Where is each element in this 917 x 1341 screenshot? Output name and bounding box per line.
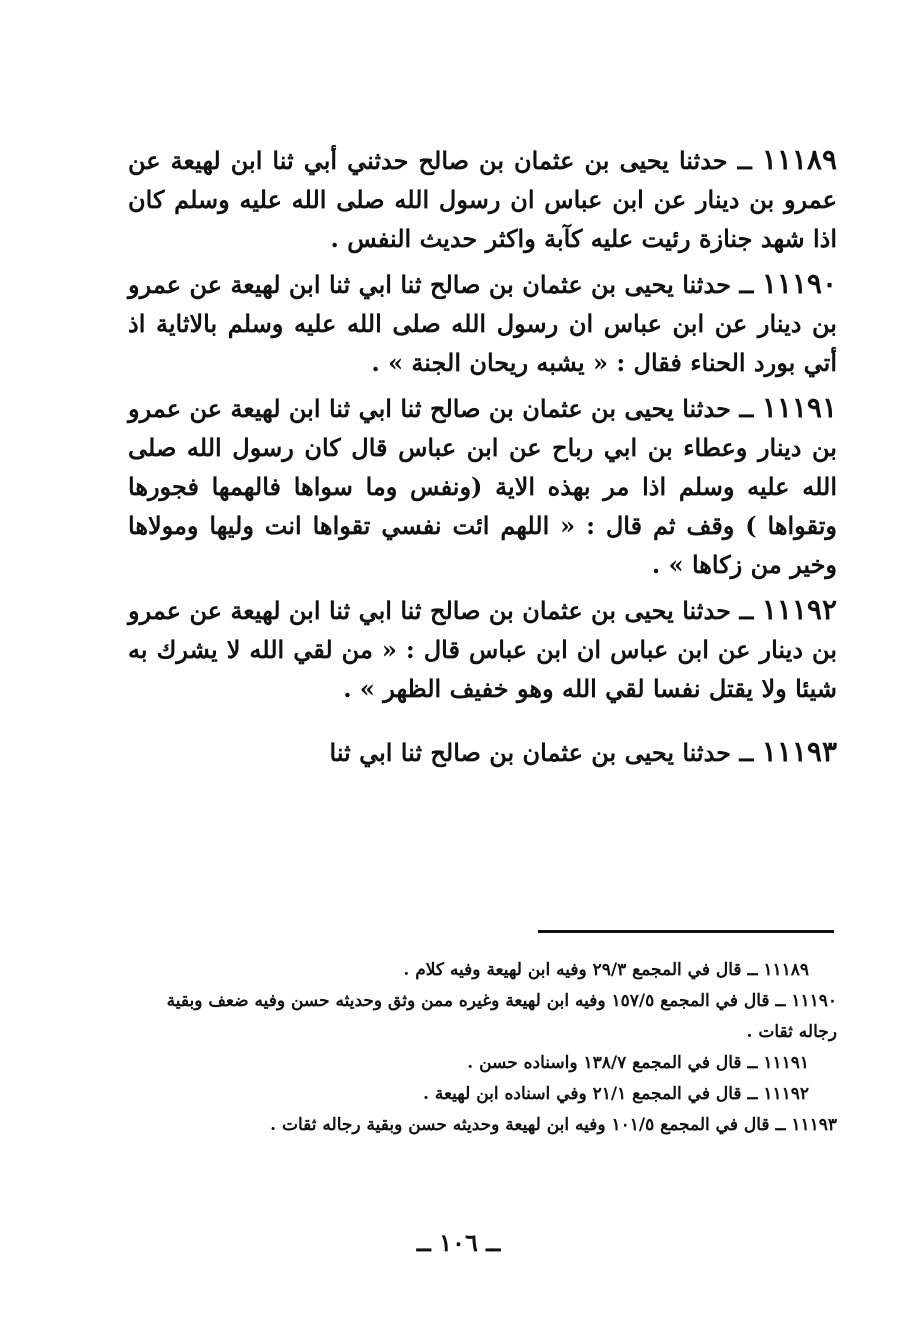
hadith-number: ١١١٩٣ bbox=[761, 735, 837, 768]
hadith-11190 bbox=[128, 264, 837, 382]
page-number: ــ ١٠٦ ــ bbox=[416, 1228, 501, 1257]
hadith-number: ١١١٩١ bbox=[761, 391, 838, 424]
footnote: ١١١٩٢ ــ قال في المجمع ٢١/١ وفي اسناده ابن لهيعة . bbox=[423, 1084, 809, 1104]
footnote: ١١١٩٠ ــ قال في المجمع ١٥٧/٥ وفيه ابن لهيعة وغيره ممن وثق وحديثه حسن وفيه ضعف وبقية رجاله ثقات . bbox=[166, 991, 837, 1042]
hadith-11191 bbox=[128, 388, 837, 584]
hadith-text: ــ حدثنا يحيى بن عثمان بن صالح ثنا ابي ثنا bbox=[329, 738, 754, 767]
footnote: ١١١٨٩ ــ قال في المجمع ٢٩/٣ وفيه ابن لهيعة وفيه كلام . bbox=[403, 960, 809, 980]
footnote: ١١١٩٣ ــ قال في المجمع ١٠١/٥ وفيه ابن لهيعة وحديثه حسن وبقية رجاله ثقات . bbox=[270, 1115, 837, 1135]
hadith-number: ١١١٨٩ bbox=[761, 143, 838, 176]
hadith-text: ــ حدثنا يحيى بن عثمان بن صالح ثنا ابي ثنا ابن لهيعة عن عمرو بن دينار عن ابن عباس ان ابن عباس قال : « من لقي الله لا يشرك به شيئا ولا يقتل نفسا لقي الله وهو خفيف الظهر » . bbox=[128, 596, 837, 703]
hadith-11189 bbox=[128, 140, 837, 258]
hadith-text: ــ حدثنا يحيى بن عثمان بن صالح ثنا ابي ثنا ابن لهيعة عن عمرو بن دينار عن ابن عباس ان رسول الله صلى الله عليه وسلم بالاثاية اذ أتي بورد الحناء فقال : « يشبه ريحان الجنة » . bbox=[128, 270, 837, 377]
footnote-divider bbox=[538, 930, 834, 933]
hadith-number: ١١١٩٠ bbox=[761, 267, 838, 300]
footnote: ١١١٩١ ــ قال في المجمع ١٣٨/٧ واسناده حسن . bbox=[467, 1053, 809, 1073]
hadith-number: ١١١٩٢ bbox=[761, 593, 838, 626]
hadith-text: ــ حدثنا يحيى بن عثمان بن صالح حدثني أبي ثنا ابن لهيعة عن عمرو بن دينار عن ابن عباس ان رسول الله صلى الله عليه وسلم كان اذا شهد جنازة رئيت عليه كآبة واكثر حديث النفس . bbox=[128, 146, 837, 253]
hadith-11193 bbox=[128, 732, 837, 772]
main-text bbox=[128, 140, 837, 796]
hadith-text: ــ حدثنا يحيى بن عثمان بن صالح ثنا ابي ثنا ابن لهيعة عن عمرو بن دينار وعطاء بن ابي رباح عن ابن عباس قال كان رسول الله صلى الله عليه وسلم اذا مر بهذه الاية (ونفس وما سواها فالهمها فجورها وتقواها ) وقف ثم قال : « اللهم ائت نفسي تقواها انت وليها ومولاها وخير من زكاها » . bbox=[128, 394, 837, 579]
footnotes bbox=[128, 955, 837, 1141]
hadith-11192 bbox=[128, 590, 837, 708]
